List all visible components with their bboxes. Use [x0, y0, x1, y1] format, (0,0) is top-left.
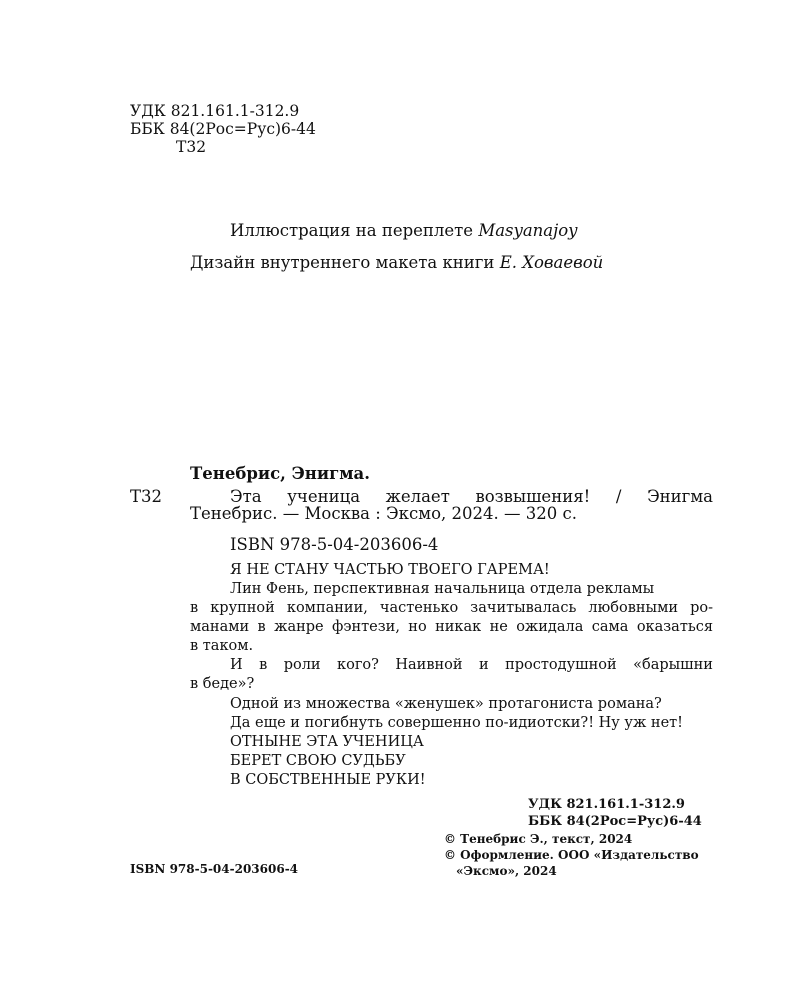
annotation-title: Я НЕ СТАНУ ЧАСТЬЮ ТВОЕГО ГАРЕМА! — [230, 562, 550, 578]
bib-word: ученица — [287, 487, 361, 506]
copyright-design-cont: «Эксмо», 2024 — [456, 864, 557, 878]
copyright-design: © Оформление. ООО «Издательство — [444, 848, 699, 862]
annotation-word: Наивной — [395, 657, 463, 673]
annotation-caps: БЕРЕТ СВОЮ СУДЬБУ — [230, 753, 406, 769]
author-heading: Тенебрис, Энигма. — [190, 464, 370, 483]
index-udk: УДК 821.161.1-312.9 — [528, 797, 685, 812]
annotation-line: в беде»? — [190, 676, 255, 692]
udk-code: УДК 821.161.1-312.9 — [130, 102, 300, 120]
annotation-line: в таком. — [190, 638, 254, 654]
annotation-line: Да еще и погибнуть совершенно по-идиотски?! Ну уж нет! — [230, 715, 683, 731]
bib-word: Эта — [230, 487, 262, 506]
annotation-line: манами в жанре фэнтези, но никак не ожидала сама оказаться — [190, 619, 713, 635]
annotation-word: «барышни — [633, 657, 713, 673]
annotation-word: И — [230, 657, 243, 673]
annotation-line: Одной из множества «женушек» протагониста романа? — [230, 696, 662, 712]
footer-isbn: ISBN 978-5-04-203606-4 — [130, 862, 299, 876]
illustration-credit-prefix: Иллюстрация на переплете — [230, 221, 479, 240]
designer-name: Е. Ховаевой — [499, 253, 604, 272]
annotation-line — [230, 656, 713, 676]
bib-word: возвышения! — [475, 487, 591, 506]
annotation-line: в крупной компании, частенько зачитывалась любовными ро- — [190, 600, 713, 616]
index-bbk: ББК 84(2Рос=Рус)6-44 — [528, 814, 702, 829]
isbn-record: ISBN 978-5-04-203606-4 — [230, 535, 439, 554]
illustration-credit — [230, 221, 578, 240]
bib-line-2: Тенебрис. — Москва : Эксмо, 2024. — 320 с. — [190, 504, 577, 523]
bbk-code: ББК 84(2Рос=Рус)6-44 — [130, 120, 316, 138]
bib-word: желает — [385, 487, 450, 506]
design-credit-prefix: Дизайн внутреннего макета книги — [190, 253, 500, 272]
copyright-text: © Тенебрис Э., текст, 2024 — [444, 832, 633, 846]
bib-word: Энигма — [647, 487, 713, 506]
illustrator-name: Masyanajoy — [478, 221, 578, 240]
annotation-line — [230, 580, 713, 600]
annotation-text: Лин Фень, перспективная начальница отдела рекламы — [230, 581, 655, 597]
annotation-word: простодушной — [505, 657, 617, 673]
annotation-word: кого? — [337, 657, 379, 673]
bib-word: / — [615, 487, 622, 506]
annotation-word: и — [479, 657, 489, 673]
author-sign: Т32 — [176, 138, 207, 156]
design-credit — [190, 253, 603, 272]
annotation-caps: В СОБСТВЕННЫЕ РУКИ! — [230, 772, 426, 788]
annotation-word: роли — [283, 657, 321, 673]
bib-sign: Т32 — [130, 487, 163, 506]
annotation-caps: ОТНЫНЕ ЭТА УЧЕНИЦА — [230, 734, 424, 750]
annotation-word: в — [259, 657, 268, 673]
